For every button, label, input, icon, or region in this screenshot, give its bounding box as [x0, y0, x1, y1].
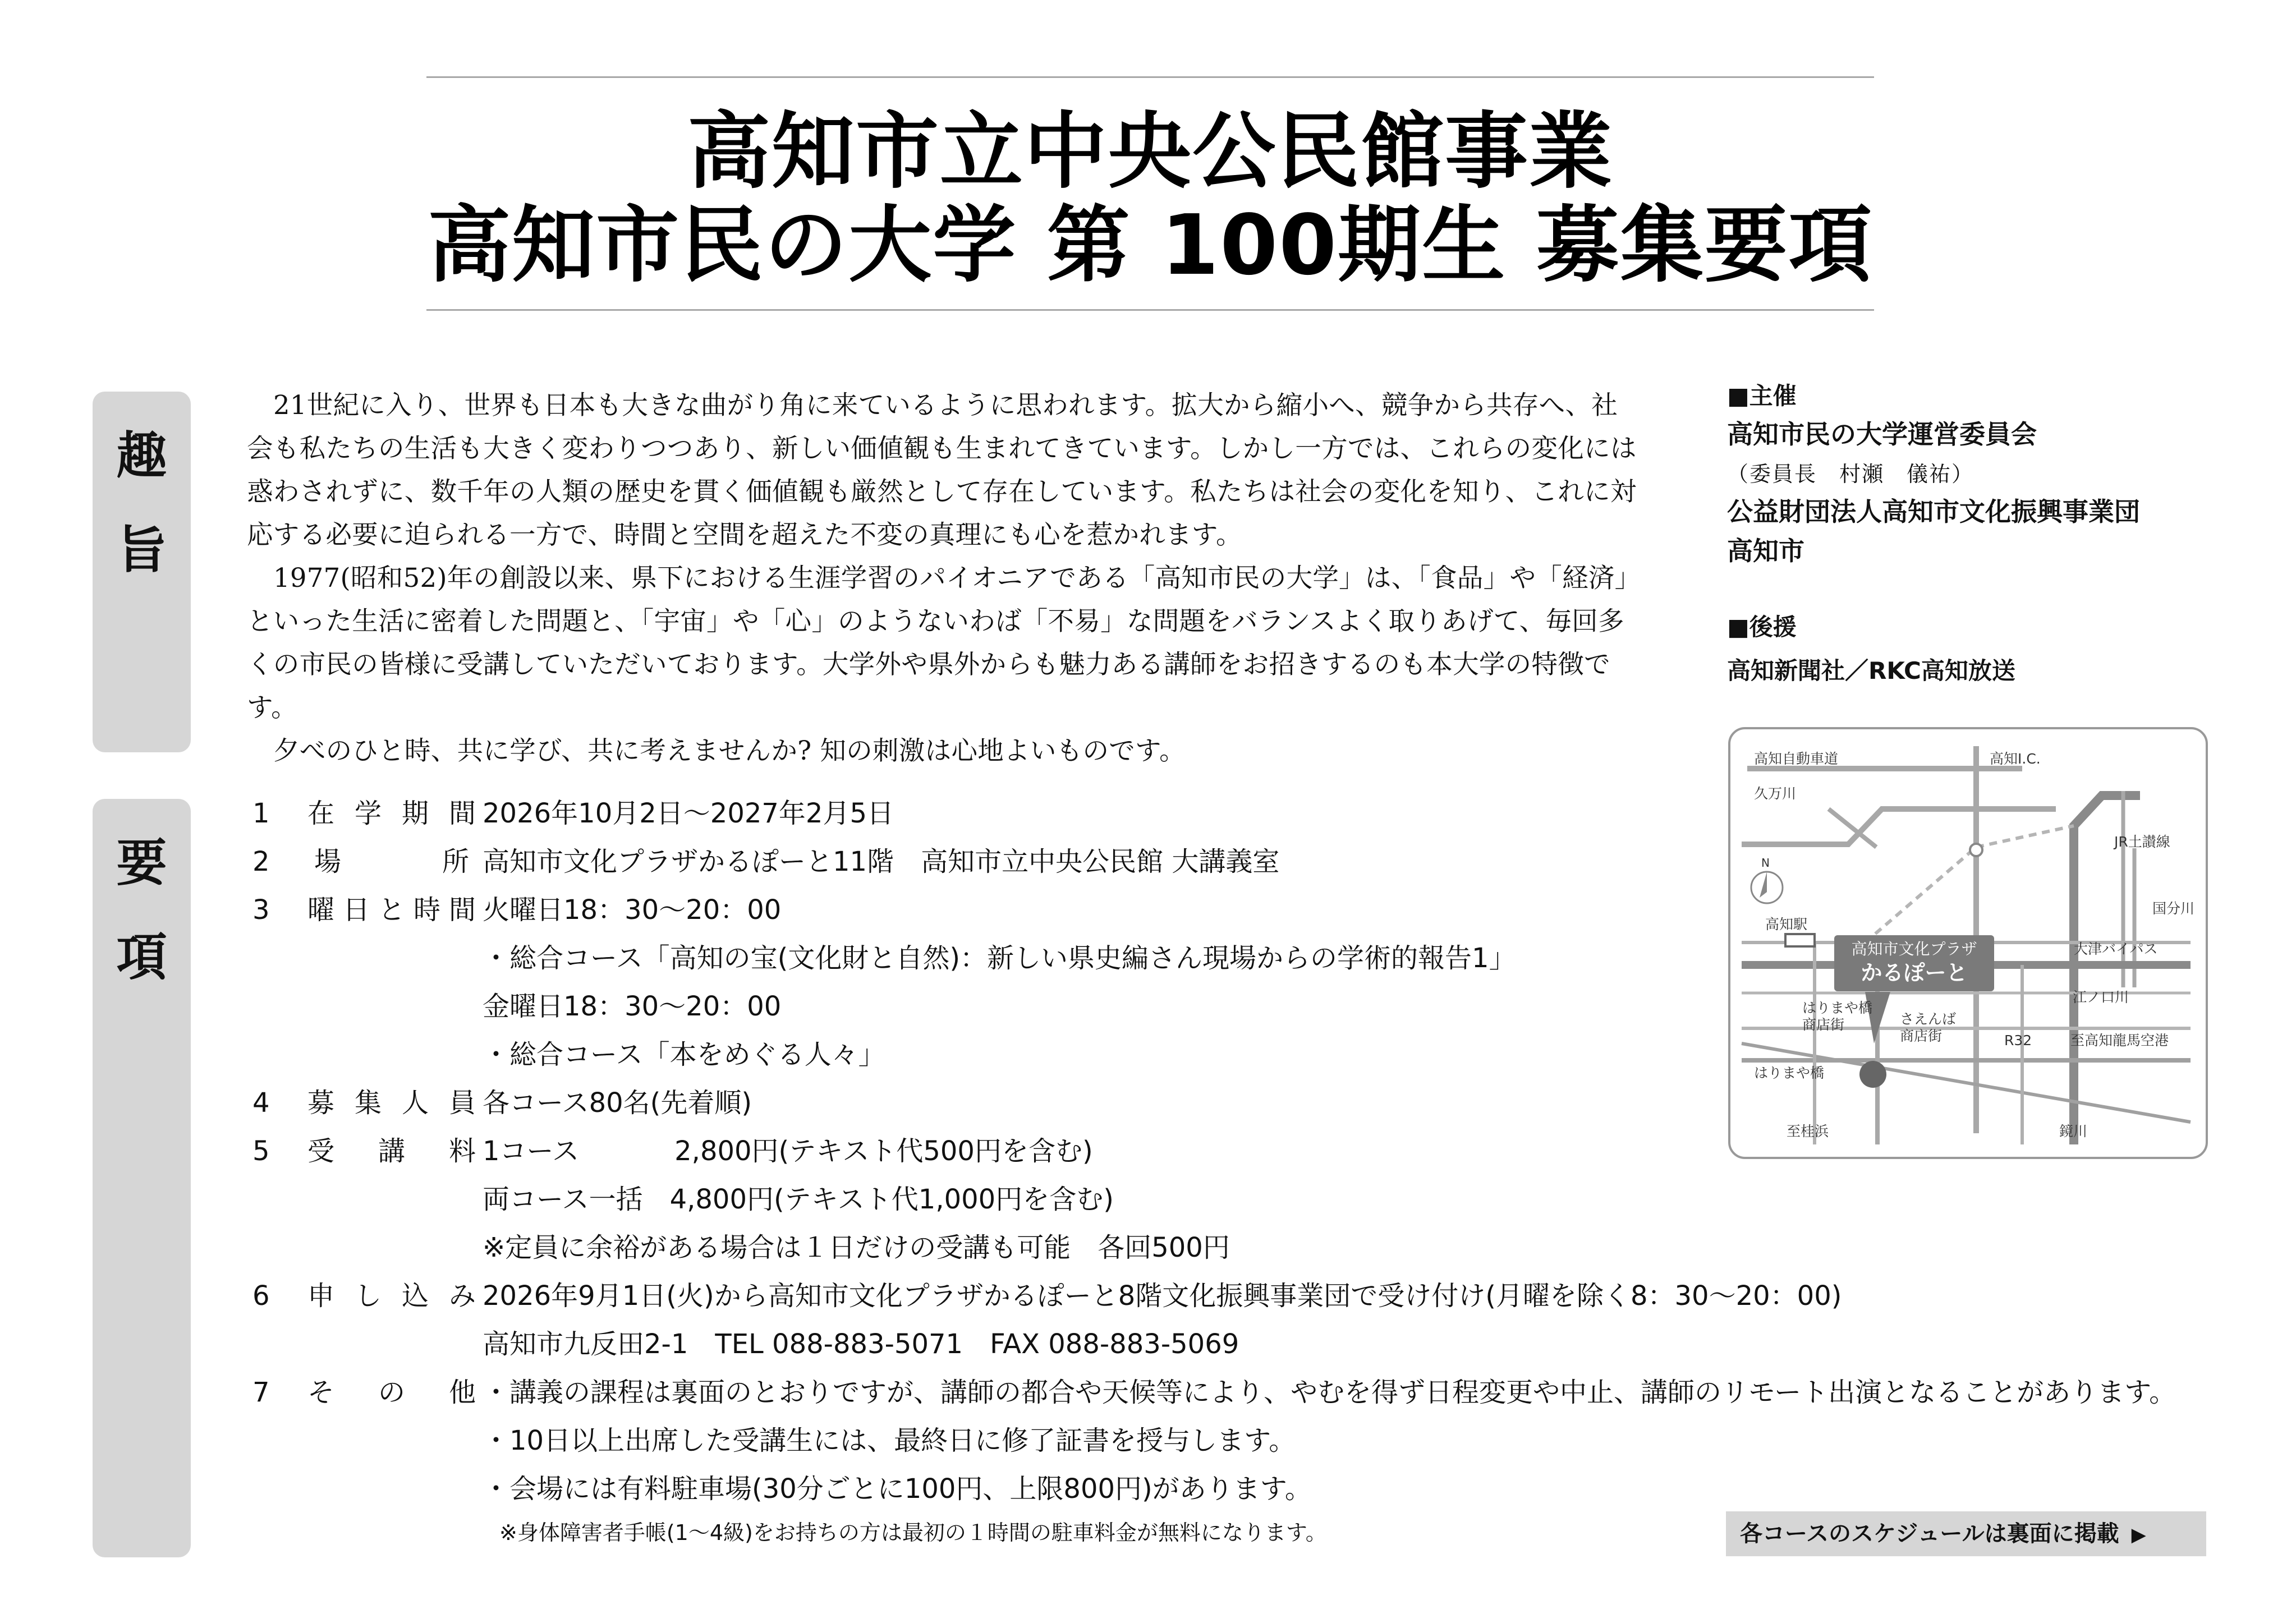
requirement-value: 火曜日18：30〜20：00 [483, 894, 782, 926]
parking-note: ・会場には有料駐車場(30分ごとに100円、上限800円)があります。 [483, 1473, 1312, 1505]
section-label-shushi [93, 392, 191, 752]
venue-name: 高知市文化プラザ [1851, 940, 1977, 958]
map-label: R32 [2004, 1032, 2032, 1049]
intro-paragraph-1: 21世紀に入り、世界も日本も大きな曲がり角に来ているように思われます。拡大から縮小へ、競争から共存へ、社会も私たちの生活も大きく変わりつつあり、新しい価値観も生まれてきています。しかし一方では、これらの変化には惑わされずに、数千年の人類の歴史を貫く価値観も厳然として存在しています。私たちは社会の変化を知り、これに対応する必要に迫られる一方で、時間と空間を超えた不変の真理にも心を惹かれます。 [247, 390, 1637, 550]
requirement-number: 5 [252, 1135, 270, 1167]
map-label: 至高知龍馬空港 [2070, 1032, 2169, 1049]
requirement-number: 2 [252, 846, 270, 877]
schedule-link-label: 各コースのスケジュールは裏面に掲載 [1740, 1521, 2119, 1547]
requirement-value: 2026年9月1日(火)から高知市文化プラザかるぽーと8階文化振興事業団で受け付け(月曜を除く8：30〜20：00) [483, 1280, 1842, 1312]
course-time-2: 金曜日18：30〜20：00 [483, 991, 782, 1022]
map-label: 高知自動車道 [1754, 751, 1839, 767]
map-label: 高知I.C. [1990, 751, 2041, 767]
page-title-line2: 高知市民の大学 第 100期生 募集要項 [428, 197, 1873, 293]
map-label: 江ノ口川 [2073, 989, 2129, 1005]
map-label: 高知駅 [1765, 916, 1808, 932]
access-map [1728, 727, 2208, 1159]
requirement-number: 4 [252, 1087, 270, 1119]
support-names: 高知新聞社／RKC高知放送 [1727, 657, 2015, 684]
section-char: 要 [116, 834, 167, 893]
map-label: 国分川 [2152, 900, 2195, 917]
map-label: 至桂浜 [1787, 1123, 1829, 1139]
venue-name-large: かるぽーと [1861, 960, 1968, 985]
requirement-label: 募 集 人 員 [307, 1087, 476, 1119]
north-icon: N [1761, 856, 1770, 870]
requirement-value: 1コース 2,800円(テキスト代500円を含む) [483, 1135, 1093, 1167]
intro-paragraph-2: 1977(昭和52)年の創設以来、県下における生涯学習のパイオニアである「高知市民の大学」は、「食品」や「経済」といった生活に密着した問題と、「宇宙」や「心」のようないわば「不易」な問題をバランスよく取りあげて、毎回多くの市民の皆様に受講していただいております。大学外や県外からも魅力ある講師をお招きするのも本大学の特徴です。 [247, 563, 1628, 723]
map-label: 鏡川 [2059, 1123, 2088, 1139]
contact-info: 高知市九反田2-1 TEL 088-883-5071 FAX 088-883-5069 [483, 1328, 1239, 1360]
map-label: JR土讃線 [2114, 834, 2170, 850]
fee-both: 両コース一括 4,800円(テキスト代1,000円を含む) [483, 1184, 1114, 1215]
intro-paragraph-3: 夕べのひと時、共に学び、共に考えませんか? 知の刺激は心地よいものです。 [273, 735, 1186, 766]
schedule-link[interactable] [1726, 1511, 2206, 1556]
map-label: はりまや橋 [1754, 1065, 1825, 1081]
organizer-heading: ■主催 [1727, 382, 1797, 410]
organizer-name-1: 高知市民の大学運営委員会 [1727, 419, 2037, 449]
organizer-name-2: 公益財団法人高知市文化振興事業団 [1727, 496, 2140, 527]
organizer-name-3: 高知市 [1727, 536, 1804, 566]
section-label-yoko [93, 799, 191, 1557]
title-bottom-rule [426, 309, 1874, 311]
organizer-chair: （委員長 村瀬 儀祐） [1727, 462, 1974, 486]
map-label: 久万川 [1754, 785, 1797, 802]
requirement-number: 7 [252, 1377, 270, 1408]
requirement-number: 6 [252, 1280, 270, 1312]
requirement-number: 1 [252, 798, 270, 829]
requirement-value: ・講義の課程は裏面のとおりですが、講師の都合や天候等により、やむを得ず日程変更や中止、講師のリモート出演となることがあります。 [483, 1377, 2176, 1408]
requirement-label: 曜 日 と 時 間 [307, 894, 476, 926]
certificate-note: ・10日以上出席した受講生には、最終日に修了証書を授与します。 [483, 1425, 1296, 1456]
requirement-label: 受 講 料 [307, 1135, 476, 1167]
map-label: さえんば 商店街 [1900, 1011, 1957, 1044]
intro-text [247, 384, 1638, 773]
section-char: 項 [116, 928, 167, 987]
requirement-label: そ の 他 [307, 1377, 476, 1408]
requirement-label: 在 学 期 間 [307, 798, 476, 829]
page-title-line1: 高知市立中央公民館事業 [687, 103, 1613, 200]
venue-callout [1834, 935, 1994, 991]
requirement-label: 申 し 込 み [307, 1280, 476, 1312]
top-rule [426, 76, 1874, 78]
map-label: はりまや橋 商店街 [1802, 1000, 1873, 1033]
map-label: 大津バイパス [2074, 941, 2158, 957]
requirement-value: 各コース80名(先着順) [483, 1087, 752, 1119]
section-char: 旨 [116, 521, 167, 580]
course-1: ・総合コース「高知の宝(文化財と自然)：新しい県史編さん現場からの学術的報告1」 [483, 942, 1516, 974]
disability-parking-note: ※身体障害者手帳(1〜4級)をお持ちの方は最初の１時間の駐車料金が無料になります。 [499, 1520, 1327, 1545]
triangle-right-icon: ▶ [2131, 1524, 2146, 1546]
support-heading: ■後援 [1727, 613, 1797, 641]
requirement-value: 高知市文化プラザかるぽーと11階 高知市立中央公民館 大講義室 [483, 846, 1280, 877]
requirement-number: 3 [252, 894, 270, 926]
fee-note: ※定員に余裕がある場合は１日だけの受講も可能 各回500円 [483, 1232, 1230, 1263]
requirement-label: 場 所 [314, 846, 469, 877]
requirement-value: 2026年10月2日〜2027年2月5日 [483, 798, 894, 829]
course-2: ・総合コース「本をめぐる人々」 [483, 1039, 885, 1070]
section-char: 趣 [116, 426, 167, 485]
